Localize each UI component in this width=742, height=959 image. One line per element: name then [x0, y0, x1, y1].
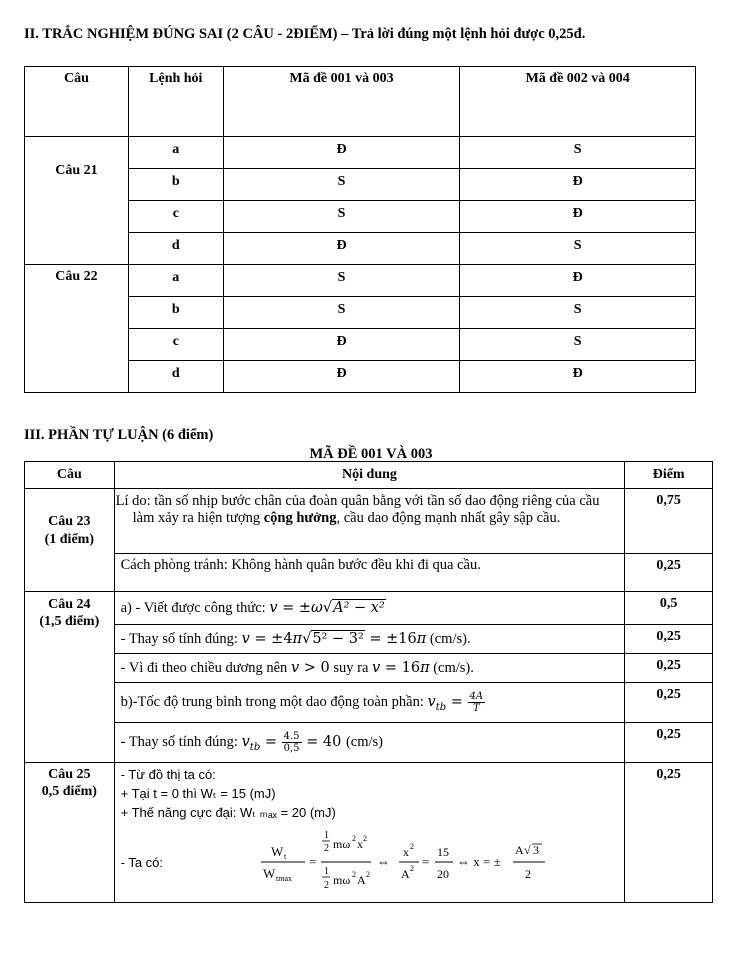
answer-content — [114, 763, 625, 903]
header-cau: Câu — [25, 67, 129, 137]
question-points: (1 điểm) — [44, 532, 94, 547]
answer-cell: Đ — [223, 137, 460, 169]
table-row — [25, 265, 696, 297]
true-false-answer-table — [24, 66, 696, 393]
svg-text:2: 2 — [409, 864, 414, 873]
answer-content: Cách phòng tránh: Không hành quân bước đều khi đi qua cầu. — [114, 554, 625, 592]
header-ma-de-001-003: Mã đề 001 và 003 — [223, 67, 460, 137]
answer-cell: Đ — [460, 361, 696, 393]
question-number: Câu 25 — [48, 767, 91, 782]
svg-text:tmax: tmax — [275, 874, 292, 883]
answer-cell: S — [223, 169, 460, 201]
svg-text:A: A — [514, 843, 524, 857]
answer-cell: Đ — [460, 265, 696, 297]
answer-content: - Vì đi theo chiều dương nên v > 0 suy ra v = 16π (cm/s). — [114, 654, 625, 683]
answer-cell: S — [460, 137, 696, 169]
header-lenh-hoi: Lệnh hỏi — [128, 67, 223, 137]
answer-text: Lí do: tần số nhịp bước chân của đoàn quân bằng với tần số dao động riêng của cầu làm xảy ra hiện tượng — [115, 493, 600, 526]
section3-subtitle: MÃ ĐỀ 001 VÀ 003 — [309, 446, 433, 462]
table-header-row — [25, 67, 696, 137]
svg-text:3: 3 — [532, 843, 539, 857]
svg-text:1: 1 — [323, 830, 329, 841]
header-noi-dung: Nội dung — [114, 462, 625, 489]
svg-text:mω: mω — [332, 837, 350, 851]
answer-text: - Thay số tính đúng: — [120, 733, 242, 750]
sub-question: c — [128, 201, 223, 233]
energy-ratio-equation — [259, 826, 579, 898]
answer-content: b)-Tốc độ trung bình trong một dao động toàn phần: $v_{tb}$ = $\frac{4A}{T}$ — [114, 683, 625, 723]
sub-question: a — [128, 265, 223, 297]
svg-text:2: 2 — [351, 834, 356, 843]
svg-text:1: 1 — [323, 866, 329, 877]
answer-cell: Đ — [223, 329, 460, 361]
answer-line: - Từ đồ thị ta có: — [120, 767, 216, 782]
svg-text:W: W — [270, 844, 283, 859]
answer-text: a) - Viết được công thức: — [120, 599, 270, 616]
svg-text:x: x — [402, 845, 409, 859]
equation-line — [121, 826, 619, 898]
answer-content: a) - Viết được công thức: v = ±ω√A² − x² — [114, 592, 625, 625]
unit: (cm/s) — [345, 733, 383, 750]
answer-text: - Vì đi theo chiều dương nên — [120, 659, 291, 676]
answer-content: - Thay số tính đúng: v = ±4π√5² − 3² = ±16π (cm/s). — [114, 625, 625, 654]
header-diem: Điểm — [625, 462, 713, 489]
unit: (cm/s). — [429, 630, 471, 647]
sub-question: b — [128, 169, 223, 201]
answer-line: + Thế năng cực đại: Wₜ ₘₐₓ = 20 (mJ) — [120, 805, 336, 820]
sub-question: b — [128, 297, 223, 329]
question-number: Câu 24 — [48, 597, 91, 612]
svg-text:2: 2 — [409, 842, 414, 851]
table-row — [25, 683, 713, 723]
answer-cell: S — [460, 329, 696, 361]
svg-text:⇔: ⇔ — [376, 854, 390, 869]
question-points: 0,5 điểm) — [41, 784, 97, 799]
formula: v — [269, 599, 278, 616]
svg-text:2: 2 — [362, 834, 367, 843]
section3-title: III. PHẦN TỰ LUẬN (6 điểm) — [24, 427, 214, 443]
points: 0,25 — [625, 763, 713, 903]
answer-cell: Đ — [460, 201, 696, 233]
points: 0,25 — [625, 683, 713, 723]
answer-cell: S — [223, 297, 460, 329]
svg-text:2: 2 — [365, 870, 370, 879]
essay-answer-table — [24, 461, 713, 903]
svg-text:t: t — [283, 852, 286, 861]
header-cau: Câu — [25, 462, 115, 489]
sub-question: c — [128, 329, 223, 361]
answer-cell: S — [223, 265, 460, 297]
svg-text:=: = — [308, 854, 316, 869]
points: 0,25 — [625, 554, 713, 592]
table-row — [25, 592, 713, 625]
points: 0,25 — [625, 625, 713, 654]
svg-text:A: A — [400, 867, 410, 881]
svg-text:15: 15 — [436, 845, 449, 859]
svg-text:2: 2 — [351, 870, 356, 879]
answer-line: + Tại t = 0 thì Wₜ = 15 (mJ) — [120, 786, 276, 801]
points: 0,75 — [625, 489, 713, 554]
answer-cell: Đ — [460, 169, 696, 201]
svg-text:⇔ x = ±: ⇔ x = ± — [456, 854, 501, 869]
answer-content — [114, 489, 625, 554]
question-label: Câu 22 — [25, 265, 129, 393]
answer-cell: Đ — [223, 233, 460, 265]
answer-line: - Ta có: — [120, 854, 164, 870]
svg-text:2: 2 — [524, 867, 531, 881]
points: 0,25 — [625, 723, 713, 763]
sub-question: d — [128, 361, 223, 393]
svg-text:x: x — [356, 837, 363, 851]
svg-text:20: 20 — [436, 867, 449, 881]
sub-question: d — [128, 233, 223, 265]
answer-cell: S — [460, 233, 696, 265]
table-row — [25, 723, 713, 763]
table-row — [25, 554, 713, 592]
answer-text: , cầu dao động mạnh nhất gây sập cầu. — [336, 510, 561, 526]
answer-cell: Đ — [223, 361, 460, 393]
table-row — [25, 763, 713, 903]
svg-text:2: 2 — [323, 880, 329, 891]
svg-text:2: 2 — [323, 843, 329, 854]
answer-cell: S — [460, 297, 696, 329]
svg-text:A: A — [356, 873, 366, 887]
table-header-row — [25, 462, 713, 489]
header-ma-de-002-004: Mã đề 002 và 004 — [460, 67, 696, 137]
answer-text: - Thay số tính đúng: — [120, 630, 242, 647]
question-label — [25, 489, 115, 592]
unit: (cm/s). — [433, 659, 474, 676]
sub-question: a — [128, 137, 223, 169]
answer-content: - Thay số tính đúng: $v_{tb}$ = $\frac{4.5}{0,5}$ = 40 (cm/s) — [114, 723, 625, 763]
answer-text: b)-Tốc độ trung bình trong một dao động toàn phần: — [120, 693, 428, 710]
keyword: cộng hưởng — [263, 510, 337, 526]
points: 0,25 — [625, 654, 713, 683]
question-points: (1,5 điểm) — [39, 614, 100, 629]
question-label — [25, 592, 115, 763]
answer-cell: S — [223, 201, 460, 233]
svg-text:mω: mω — [332, 873, 350, 887]
svg-text:=: = — [421, 854, 429, 869]
points: 0,5 — [625, 592, 713, 625]
answer-text: suy ra — [329, 659, 373, 676]
table-row — [25, 489, 713, 554]
question-label — [25, 763, 115, 903]
table-row — [25, 625, 713, 654]
svg-text:√: √ — [523, 843, 531, 857]
table-row — [25, 654, 713, 683]
section2-title: II. TRẮC NGHIỆM ĐÚNG SAI (2 CÂU - 2ĐIỂM) – Trả lời đúng một lệnh hỏi được 0,25đ. — [24, 26, 586, 42]
svg-text:W: W — [262, 866, 275, 881]
question-label: Câu 21 — [25, 137, 129, 265]
table-row — [25, 137, 696, 169]
question-number: Câu 23 — [48, 514, 91, 529]
